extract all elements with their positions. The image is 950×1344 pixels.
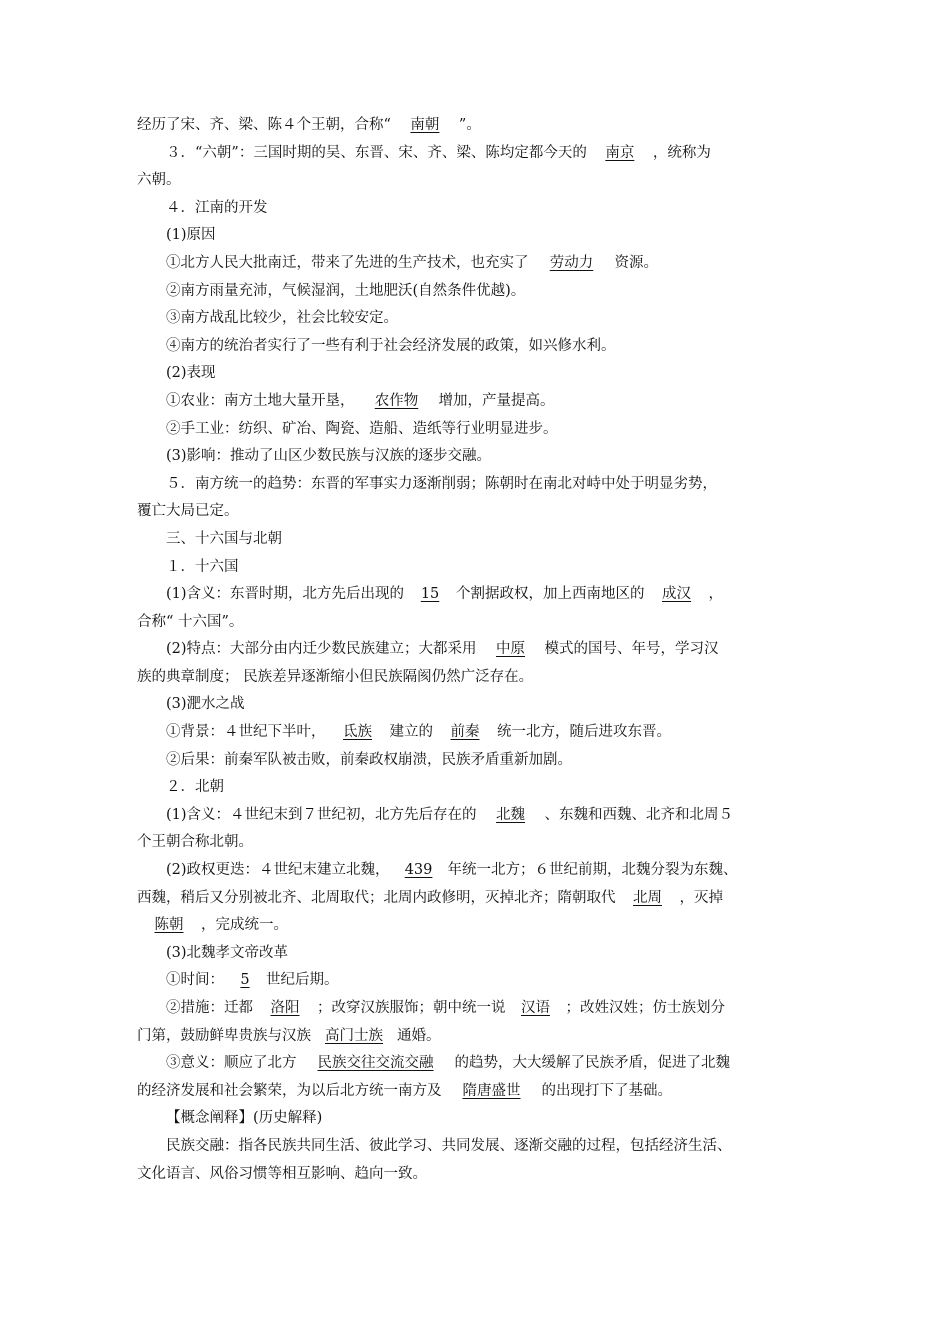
text-line: ③意义：顺应了北方 民族交往交流交融 的趋势，大大缓解了民族矛盾，促进了北魏 — [0, 1050, 950, 1078]
text-line: １．十六国 — [166, 558, 239, 575]
text-line: ②后果：前秦军队被击败，前秦政权崩溃，民族矛盾重新加剧。 — [166, 751, 572, 768]
answer-blank: 成汉 — [662, 586, 692, 603]
concept-heading: 【概念阐释】(历史解释) — [166, 1110, 323, 1127]
document-page — [0, 112, 950, 1188]
text-line: (3)北魏孝文帝改革 — [166, 944, 289, 961]
text-line: (3)淝水之战 — [166, 696, 245, 713]
text-line: (2)表现 — [166, 365, 216, 382]
text-line: ①北方人民大批南迁，带来了先进的生产技术，也充实了 劳动力 资源。 — [0, 250, 950, 278]
text-line: 族的典章制度； 民族差异逐渐缩小但民族隔阂仍然广泛存在。 — [137, 668, 534, 685]
text-line: ②手工业：纺织、矿冶、陶瓷、造船、造纸等行业明显进步。 — [166, 420, 558, 437]
text-line: 文化语言、风俗习惯等相互影响、趋向一致。 — [137, 1165, 427, 1182]
answer-blank: 5 — [240, 972, 250, 989]
text-line: 的经济发展和社会繁荣，为以后北方统一南方及 隋唐盛世 的出现打下了基础。 — [0, 1078, 950, 1106]
answer-blank: 北周 — [633, 889, 662, 906]
section-heading: ４．江南的开发 — [166, 199, 268, 216]
section-heading: 三、十六国与北朝 — [166, 530, 282, 547]
text-line: 覆亡大局已定。 — [137, 503, 239, 520]
text-line: (1)原因 — [166, 227, 216, 244]
answer-blank: 南京 — [605, 144, 635, 161]
answer-blank: 南朝 — [410, 117, 440, 133]
text-line: ②南方雨量充沛，气候湿润，土地肥沃(自然条件优越)。 — [166, 282, 526, 299]
text-line: ３．“六朝”：三国时期的吴、东晋、宋、齐、梁、陈均定都今天的 南京 ，统称为 — [0, 140, 950, 168]
answer-blank: 隋唐盛世 — [462, 1082, 521, 1099]
answer-blank: 陈朝 — [154, 917, 184, 934]
text-line: 陈朝 ，完成统一。 — [0, 912, 950, 940]
answer-blank: 农作物 — [374, 392, 419, 409]
answer-blank: 氐族 — [343, 724, 372, 741]
text-line: 门第，鼓励鲜卑贵族与汉族 高门士族 通婚。 — [0, 1023, 950, 1051]
text-line: (3)影响：推动了山区少数民族与汉族的逐步交融。 — [166, 448, 492, 465]
text-line: 合称“ 十六国”。 — [137, 613, 244, 630]
text-line: ①背景：４世纪下半叶， 氐族 建立的 前秦 统一北方，随后进攻东晋。 — [0, 719, 950, 747]
text-line: 个王朝合称北朝。 — [137, 834, 253, 851]
text-line: (2)政权更迭：４世纪末建立北魏， 439 年统一北方；６世纪前期，北魏分裂为东魏、 — [0, 857, 950, 885]
text-line: 西魏，稍后又分别被北齐、北周取代；北周内政修明，灭掉北齐；隋朝取代 北周 ，灭掉 — [0, 885, 950, 913]
text-line: (1)含义：４世纪末到７世纪初，北方先后存在的 北魏 、东魏和西魏、北齐和北周５ — [0, 802, 950, 830]
text-line: ④南方的统治者实行了一些有利于社会经济发展的政策，如兴修水利。 — [166, 337, 616, 354]
text-line: 民族交融：指各民族共同生活、彼此学习、共同发展、逐渐交融的过程，包括经济生活、 — [166, 1137, 732, 1154]
text-line: ②措施：迁都 洛阳 ；改穿汉族服饰；朝中统一说 汉语 ；改姓汉姓；仿士族划分 — [0, 995, 950, 1023]
answer-blank: 洛阳 — [270, 1000, 300, 1016]
answer-blank: 高门士族 — [325, 1027, 383, 1044]
text-line: 六朝。 — [137, 172, 181, 189]
answer-blank: 439 — [404, 862, 433, 879]
answer-blank: 劳动力 — [549, 254, 594, 271]
text-line: ２．北朝 — [166, 779, 224, 796]
answer-blank: 15 — [420, 586, 440, 603]
text-line: ③南方战乱比较少，社会比较安定。 — [166, 310, 398, 327]
answer-blank: 中原 — [496, 641, 526, 658]
text-line: (1)含义：东晋时期，北方先后出现的 15 个割据政权，加上西南地区的 成汉 ， — [0, 581, 950, 609]
answer-blank: 前秦 — [450, 724, 480, 741]
text-line: ①时间： 5 世纪后期。 — [0, 967, 950, 995]
text-line: ①农业：南方土地大量开垦， 农作物 增加，产量提高。 — [0, 388, 950, 416]
text-line: 经历了宋、齐、梁、陈４个王朝，合称“ 南朝 ”。 — [0, 112, 950, 140]
text-line: (2)特点：大部分由内迁少数民族建立；大都采用 中原 模式的国号、年号，学习汉 — [0, 636, 950, 664]
answer-blank: 民族交往交流交融 — [317, 1055, 434, 1072]
answer-blank: 北魏 — [496, 806, 526, 823]
answer-blank: 汉语 — [521, 1000, 550, 1016]
text-line: ５．南方统一的趋势：东晋的军事实力逐渐削弱；陈朝时在南北对峙中处于明显劣势， — [166, 475, 717, 492]
